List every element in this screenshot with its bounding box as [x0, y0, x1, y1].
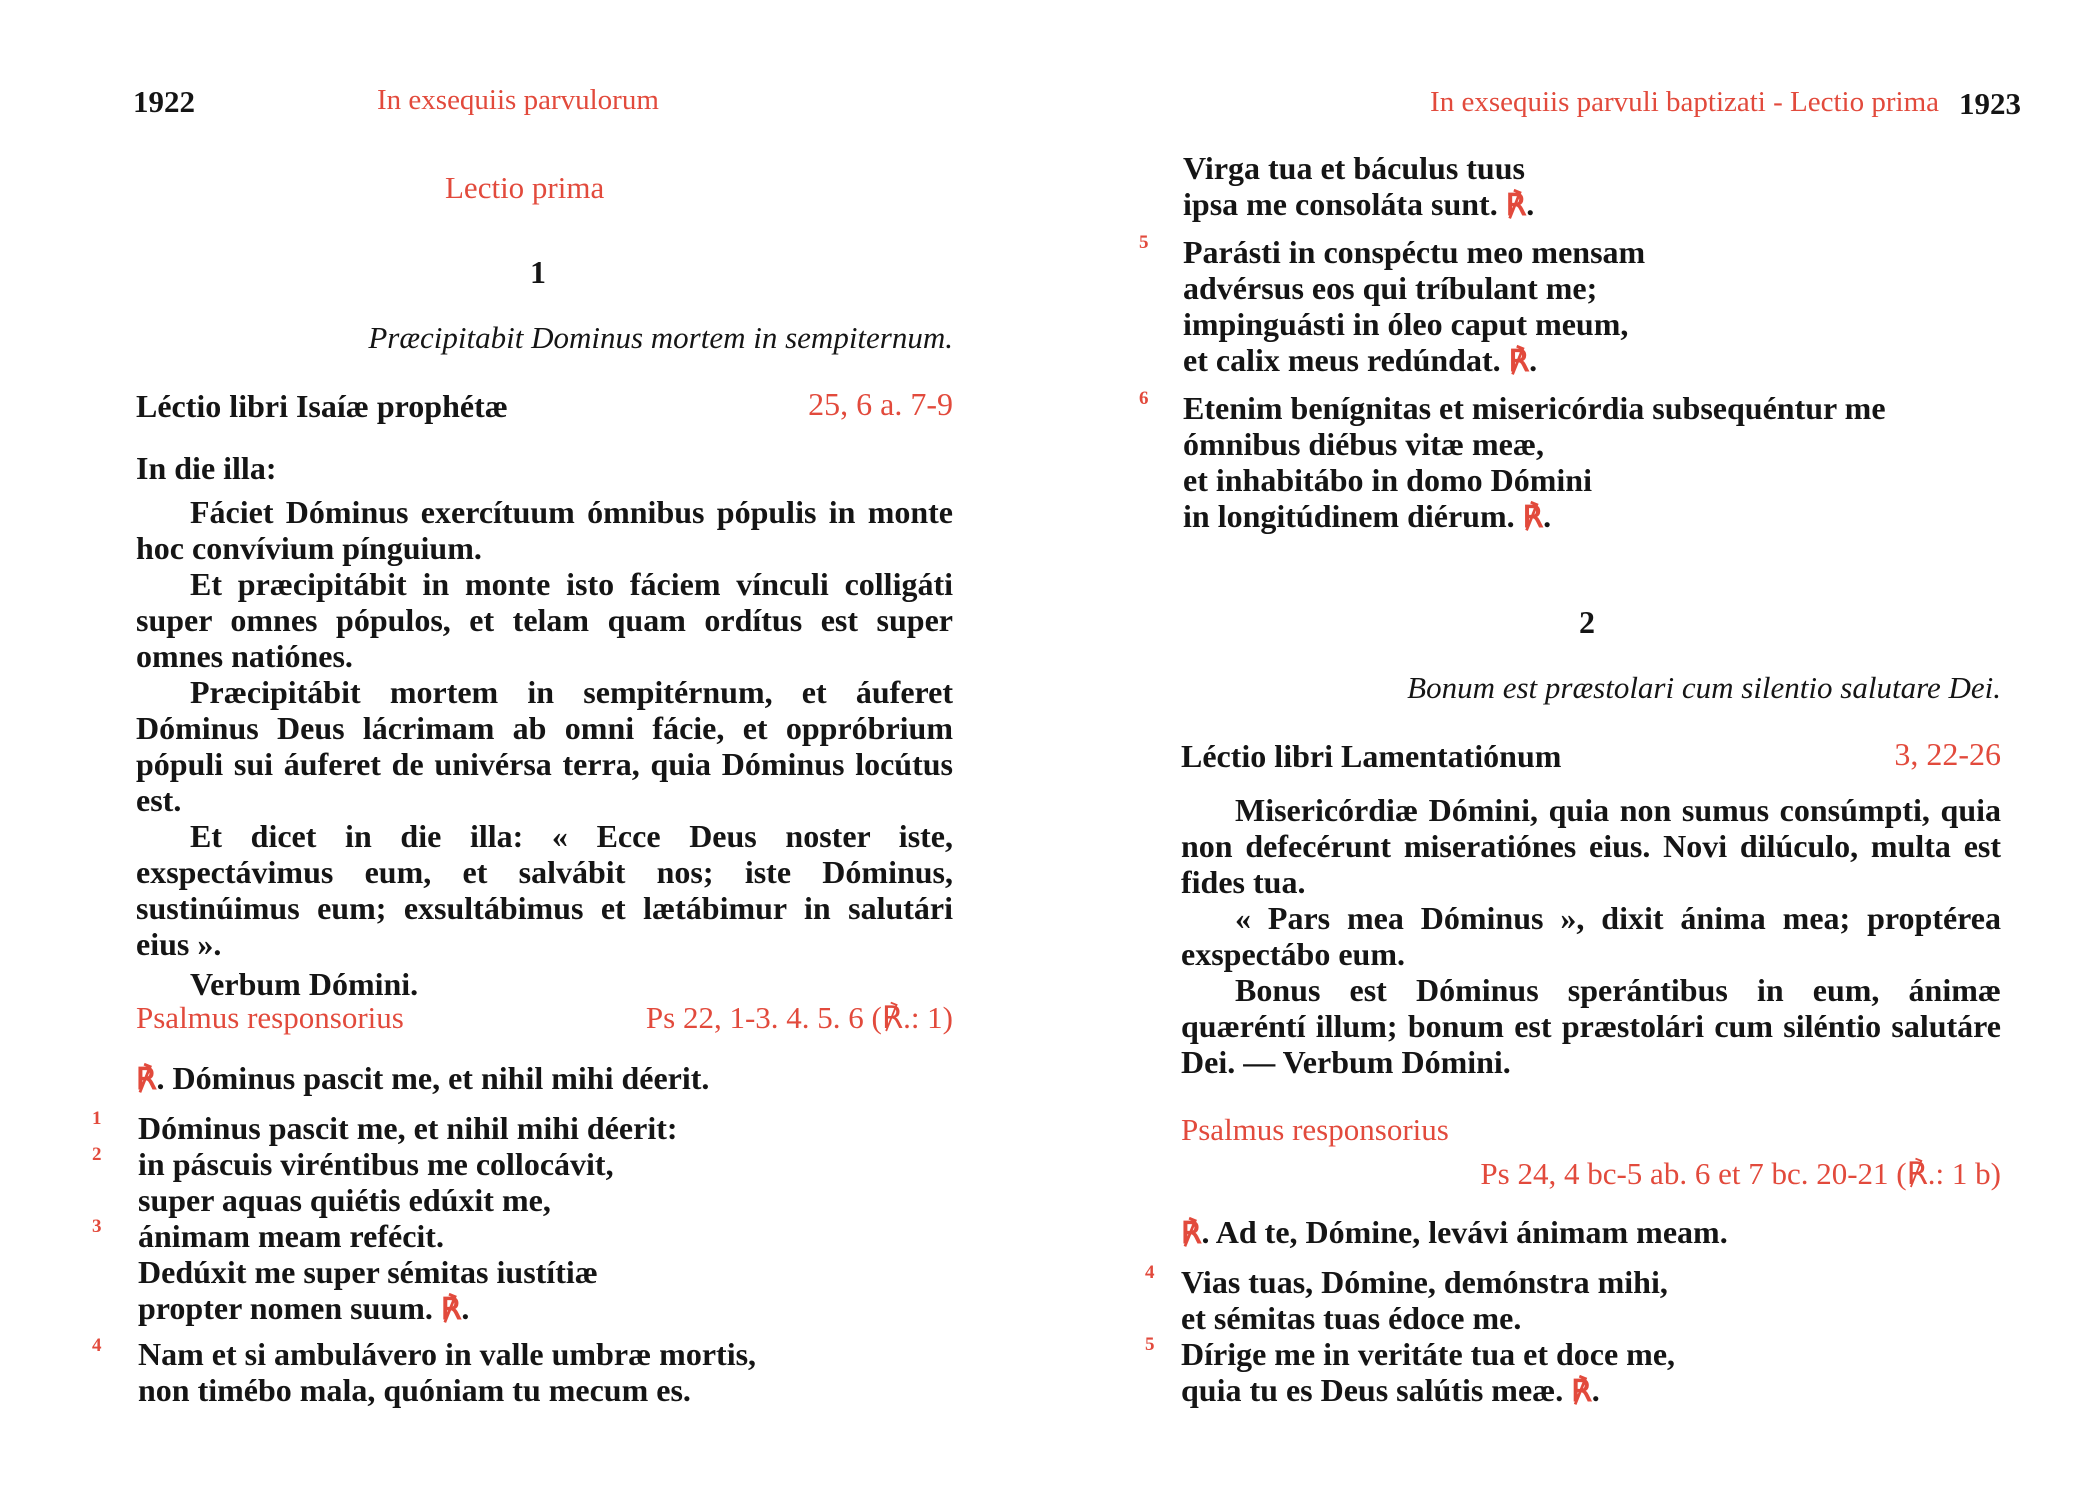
reading-reference: 3, 22-26: [1894, 736, 2001, 772]
response-symbol: ℟: [1181, 1217, 1202, 1250]
verse-number: 2: [92, 1144, 102, 1165]
psalm-line: ánimam meam refécit.: [138, 1218, 444, 1254]
reading-title: Léctio libri Lamentatiónum: [1181, 738, 1562, 774]
response-symbol: ℟: [440, 1293, 462, 1326]
psalm-line: in páscuis viréntibus me collocávit,: [138, 1146, 614, 1182]
psalm-reference: Ps 22, 1-3. 4. 5. 6 (℟.: 1): [645, 1000, 953, 1035]
psalm-line-text: in longitúdinem diérum.: [1183, 498, 1515, 534]
reading-body: [136, 494, 953, 1002]
psalm-line: et calix meus redúndat. ℟.: [1183, 342, 1538, 378]
psalm-line-text: ipsa me consoláta sunt.: [1183, 186, 1498, 222]
psalm-reference: Ps 24, 4 bc-5 ab. 6 et 7 bc. 20-21 (℟.: 1 b): [1480, 1156, 2001, 1191]
reading-reference: 25, 6 a. 7-9: [808, 386, 953, 422]
response-text: . Dóminus pascit me, et nihil mihi déerit.: [156, 1060, 710, 1096]
psalm-line: non timébo mala, quóniam tu mecum es.: [138, 1372, 691, 1408]
reading-paragraph: Et præcipitábit in monte isto fáciem vínculi colligáti super omnes pópulos, et telam quam ordítus est super omnes natiónes.: [136, 566, 953, 674]
psalm-line: et sémitas tuas édoce me.: [1181, 1300, 1522, 1336]
reading-title: Léctio libri Isaíæ prophétæ: [136, 388, 508, 424]
psalm-line-text: propter nomen suum.: [138, 1290, 433, 1326]
psalm-line: Dóminus pascit me, et nihil mihi déerit:: [138, 1110, 678, 1146]
psalm-verses: [138, 1110, 756, 1408]
psalm-line: Dedúxit me super sémitas iustítiæ: [138, 1254, 598, 1290]
reading-motto: Præcipitabit Dominus mortem in sempiternum.: [368, 320, 953, 355]
psalm-line: impinguásti in óleo caput meum,: [1183, 306, 1629, 342]
running-head: In exsequiis parvuli baptizati - Lectio prima: [1430, 86, 1939, 118]
verse-number: 4: [1145, 1262, 1155, 1283]
psalm-title: Psalmus responsorius: [136, 1000, 404, 1035]
psalm-line: propter nomen suum. ℟.: [138, 1290, 470, 1326]
reading-intro: In die illa:: [136, 450, 277, 486]
reading-conclusion: Verbum Dómini.: [190, 966, 419, 1002]
verse-number: 6: [1139, 388, 1149, 409]
verse-number: 5: [1145, 1334, 1155, 1355]
page-number: 1922: [133, 84, 195, 119]
reading-paragraph: Bonus est Dóminus sperántibus in eum, ánimæ quæréntí illum; bonum est præstolári cum siléntio salutáre Dei. — Verbum Dómini.: [1181, 972, 2001, 1080]
psalm-response: [1181, 1214, 1728, 1252]
psalm-line: Nam et si ambulávero in valle umbræ mortis,: [138, 1336, 757, 1372]
verse-number: 1: [92, 1108, 102, 1129]
section-title: Lectio prima: [445, 170, 605, 205]
psalm-line-text: quia tu es Deus salútis meæ.: [1181, 1372, 1564, 1408]
verse-number: 4: [92, 1335, 102, 1356]
psalm-line: Virga tua et báculus tuus: [1183, 150, 1525, 186]
psalm-line: super aquas quiétis edúxit me,: [138, 1182, 551, 1218]
response-symbol: ℟: [1505, 189, 1527, 222]
response-symbol: ℟: [1522, 501, 1544, 534]
reading-paragraph: Fáciet Dóminus exercítuum ómnibus pópulis in monte hoc convívium pínguium.: [136, 494, 953, 566]
reading-number: 1: [530, 254, 546, 290]
psalm-title: Psalmus responsorius: [1181, 1112, 1449, 1147]
reading-number: 2: [1579, 604, 1595, 640]
page-number: 1923: [1959, 86, 2021, 121]
psalm-line: ipsa me consoláta sunt. ℟.: [1183, 186, 1535, 222]
psalm-line: quia tu es Deus salútis meæ. ℟.: [1181, 1372, 1600, 1408]
psalm-line: et inhabitábo in domo Dómini: [1183, 462, 1592, 498]
response-symbol: ℟: [136, 1063, 157, 1096]
psalm-line: Parásti in conspéctu meo mensam: [1183, 234, 1646, 270]
right-page: [1039, 0, 2078, 1500]
reading-paragraph: « Pars mea Dóminus », dixit ánima mea; proptérea exspectábo eum.: [1181, 900, 2001, 972]
psalm-line: Etenim benígnitas et misericórdia subsequéntur me: [1183, 390, 1886, 426]
reading-body: [1181, 792, 2001, 1080]
response-symbol: ℟: [1571, 1375, 1592, 1408]
running-head: In exsequiis parvulorum: [377, 84, 659, 116]
reading-paragraph: Et dicet in die illa: « Ecce Deus noster iste, exspectávimus eum, et salvábit nos; iste Dóminus, sustinúimus eum; exsultábimus et lætábimur in salutári eius ».: [136, 818, 953, 962]
reading-motto: Bonum est præstolari cum silentio salutare Dei.: [1407, 670, 2001, 705]
verse-number: 5: [1139, 232, 1149, 253]
reading-paragraph: Præcipitábit mortem in sempitérnum, et áuferet Dóminus Deus lácrimam ab omni fácie, et oppróbrium pópuli sui áuferet de univérsa terra, quia Dóminus locútus est.: [136, 674, 953, 818]
verse-number: 3: [92, 1216, 102, 1237]
psalm-line-text: et calix meus redúndat.: [1183, 342, 1501, 378]
response-symbol: ℟: [1508, 345, 1530, 378]
psalm-line: advérsus eos qui tríbulant me;: [1183, 270, 1598, 306]
psalm-verses: [1181, 1264, 1675, 1408]
psalm-response: [136, 1060, 709, 1098]
psalm-line: ómnibus diébus vitæ meæ,: [1183, 426, 1544, 462]
psalm-line: Dírige me in veritáte tua et doce me,: [1181, 1336, 1676, 1372]
psalm-line: in longitúdinem diérum. ℟.: [1183, 498, 1552, 534]
psalm-verses: [1183, 150, 1886, 534]
response-text: . Ad te, Dómine, levávi ánimam meam.: [1201, 1214, 1728, 1250]
reading-paragraph: Misericórdiæ Dómini, quia non sumus consúmpti, quia non defecérunt miseratiónes eius. Novi dilúculo, multa est fides tua.: [1181, 792, 2001, 900]
psalm-line: Vias tuas, Dómine, demónstra mihi,: [1181, 1264, 1668, 1300]
